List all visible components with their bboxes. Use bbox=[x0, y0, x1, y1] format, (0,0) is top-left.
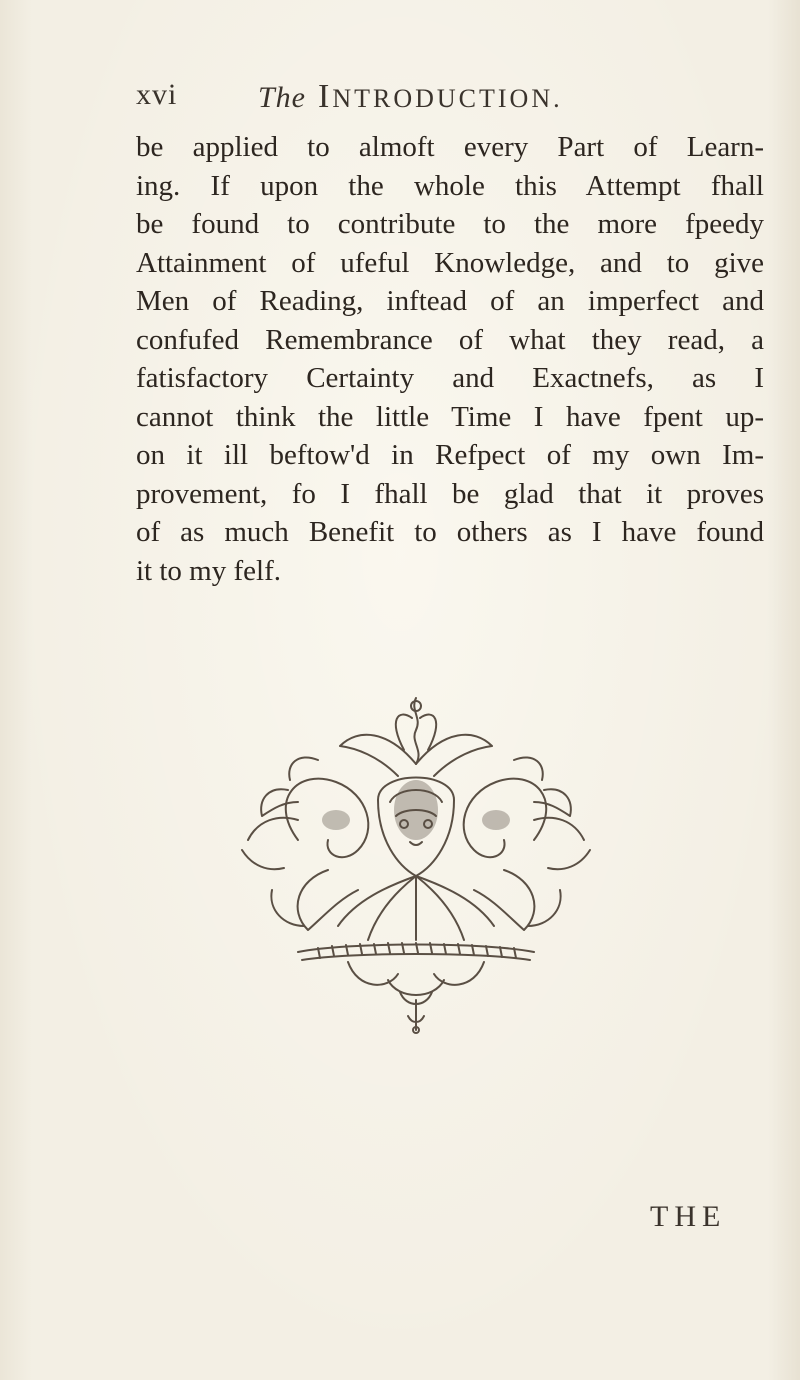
page-number: xvi bbox=[136, 78, 178, 111]
text-line: ing. If upon the whole this Attempt fhall bbox=[136, 169, 764, 202]
text-line: on it ill beftow'd in Refpect of my own Im- bbox=[136, 439, 764, 471]
text-line: Men of Reading, inftead of an imperfect and bbox=[136, 285, 764, 317]
text-line: be applied to almoft every Part of Learn- bbox=[136, 131, 764, 163]
text-line: be found to contribute to the more fpeedy bbox=[136, 208, 764, 240]
text-line: Attainment of ufeful Knowledge, and to give bbox=[136, 246, 764, 279]
running-head-the: The bbox=[258, 81, 306, 114]
body-paragraph bbox=[136, 128, 764, 590]
catchword: THE bbox=[650, 1200, 727, 1233]
text-line: cannot think the little Time I have fpent up- bbox=[136, 400, 764, 433]
page-header bbox=[136, 78, 696, 118]
text-line: confufed Remembrance of what they read, a bbox=[136, 323, 764, 356]
floral-tailpiece-ornament-icon bbox=[228, 690, 604, 1035]
text-line: of as much Benefit to others as I have found bbox=[136, 516, 764, 548]
text-line: fatisfactory Certainty and Exactnefs, as I bbox=[136, 362, 764, 394]
text-line: it to my felf. bbox=[136, 554, 281, 587]
running-head-rest: NTRODUCTION. bbox=[332, 84, 563, 113]
running-head bbox=[258, 78, 563, 116]
running-head-initial: I bbox=[318, 78, 333, 115]
text-line: provement, fo I fhall be glad that it proves bbox=[136, 477, 764, 510]
